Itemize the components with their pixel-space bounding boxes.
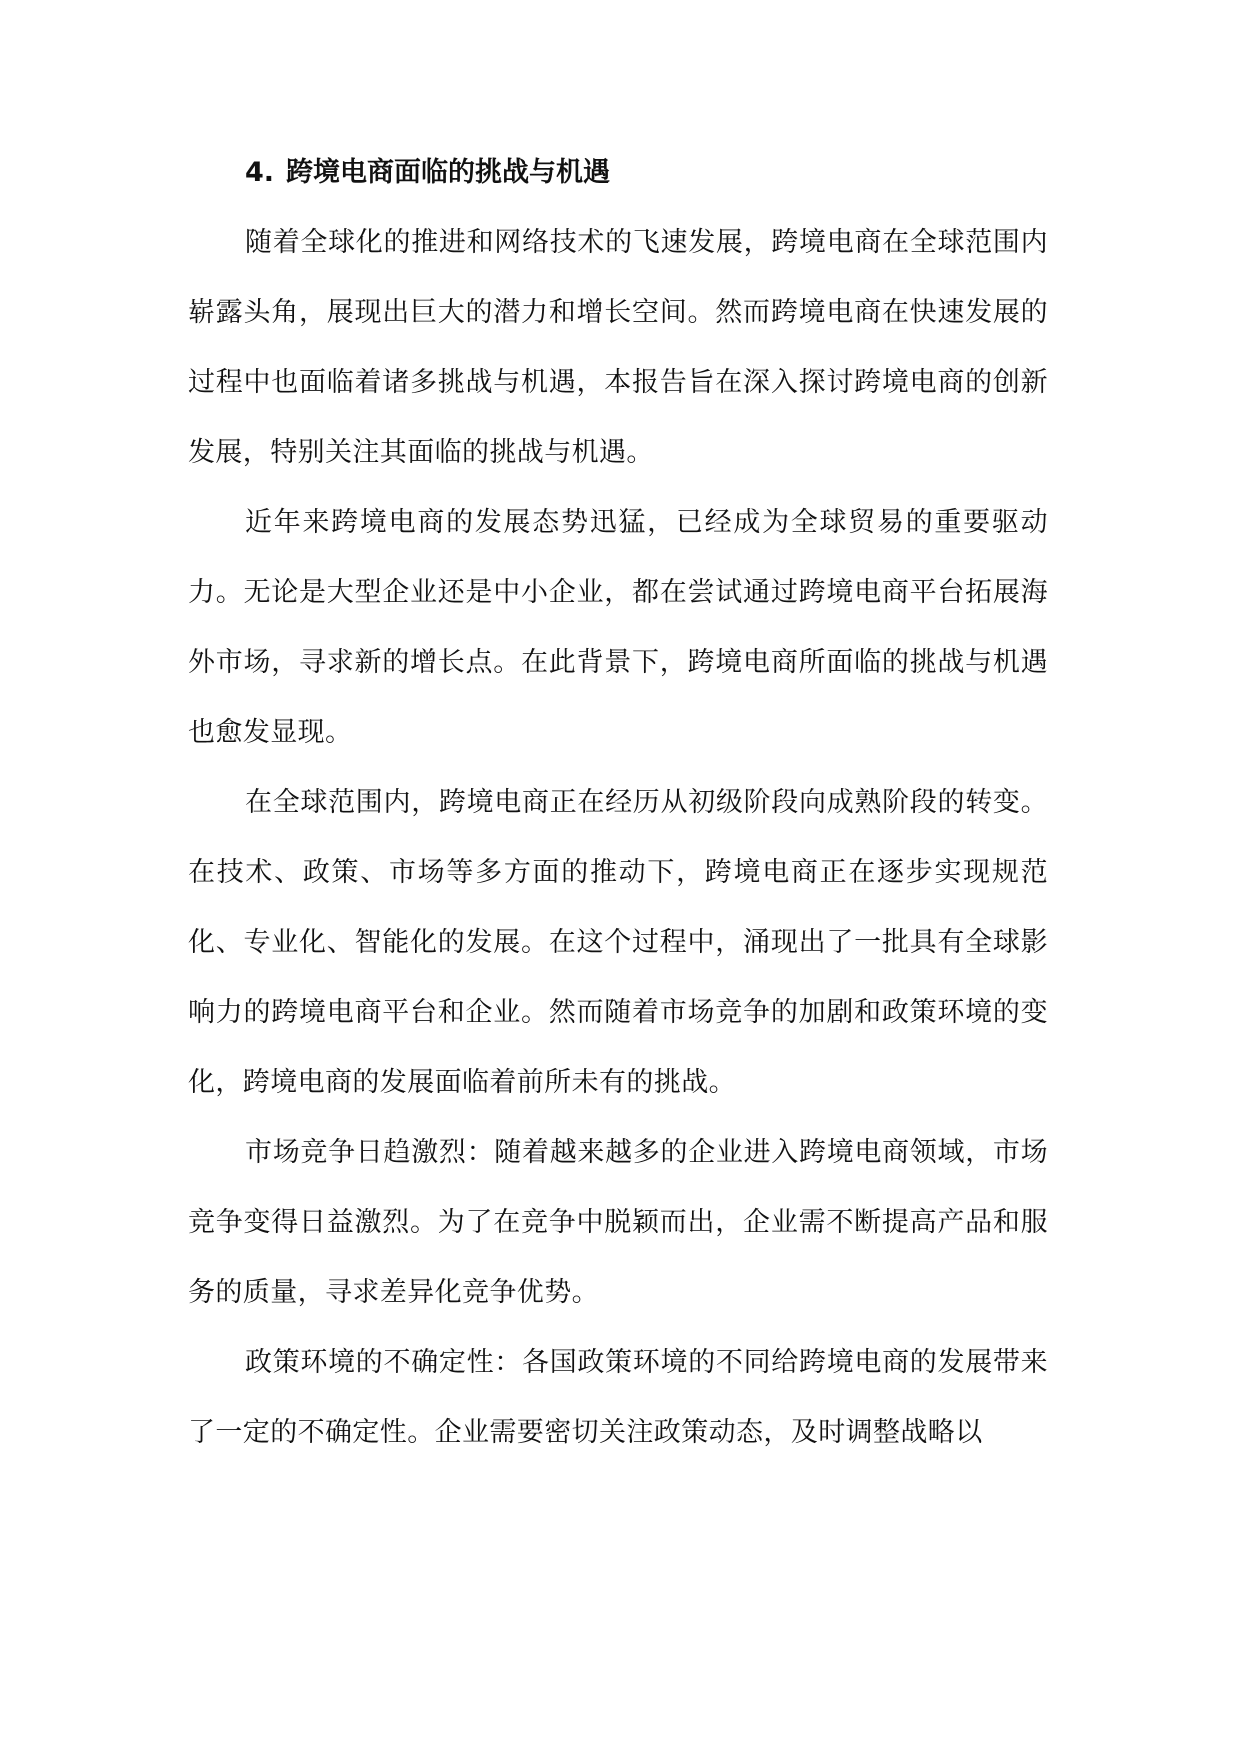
paragraph-4: 市场竞争日趋激烈：随着越来越多的企业进入跨境电商领域，市场竞争变得日益激烈。为了在竞争中脱颖而出，企业需不断提高产品和服务的质量，寻求差异化竞争优势。 [188,1137,1048,1308]
section-title: 跨境电商面临的挑战与机遇 [286,157,611,188]
paragraph-5: 政策环境的不确定性：各国政策环境的不同给跨境电商的发展带来了一定的不确定性。企业需要密切关注政策动态，及时调整战略以 [188,1347,1048,1448]
document-body [188,138,1048,1468]
paragraph-3: 在全球范围内，跨境电商正在经历从初级阶段向成熟阶段的转变。在技术、政策、市场等多方面的推动下，跨境电商正在逐步实现规范化、专业化、智能化的发展。在这个过程中，涌现出了一批具有全球影响力的跨境电商平台和企业。然而随着市场竞争的加剧和政策环境的变化，跨境电商的发展面临着前所未有的挑战。 [188,787,1048,1098]
paragraph-2: 近年来跨境电商的发展态势迅猛，已经成为全球贸易的重要驱动力。无论是大型企业还是中小企业，都在尝试通过跨境电商平台拓展海外市场，寻求新的增长点。在此背景下，跨境电商所面临的挑战与机遇也愈发显现。 [188,507,1048,748]
paragraph-1: 随着全球化的推进和网络技术的飞速发展，跨境电商在全球范围内崭露头角，展现出巨大的潜力和增长空间。然而跨境电商在快速发展的过程中也面临着诸多挑战与机遇，本报告旨在深入探讨跨境电商的创新发展，特别关注其面临的挑战与机遇。 [188,227,1048,468]
section-number: 4. [245,157,275,188]
section-heading [188,138,1048,208]
